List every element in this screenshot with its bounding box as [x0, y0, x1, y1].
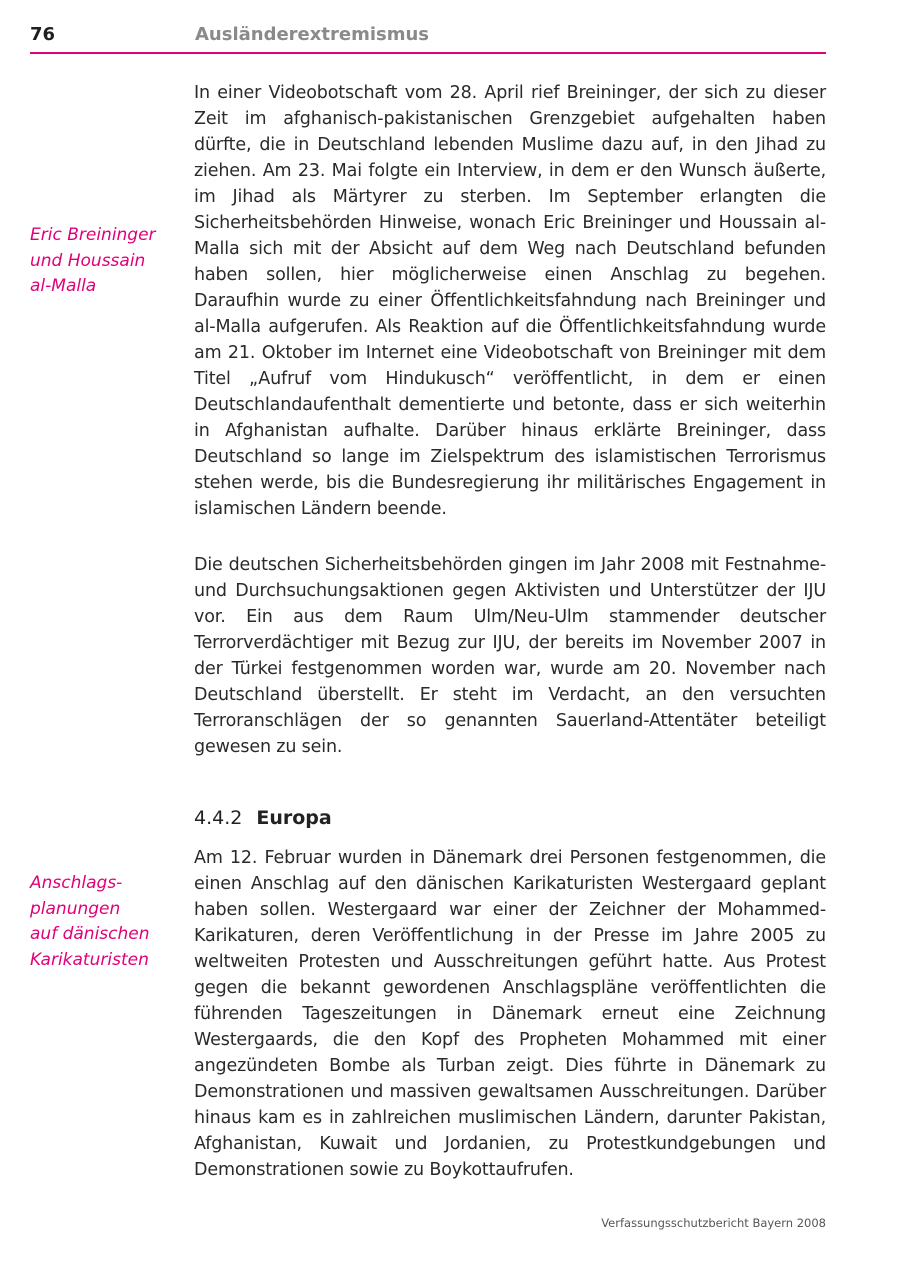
margin-note-line: Eric Breininger: [30, 225, 156, 245]
section-heading: [194, 805, 332, 831]
body-paragraph-3: Am 12. Februar wurden in Dänemark drei Personen festgenommen, die einen Anschlag auf den dänischen Karikaturisten Westergaard geplant haben sollen. Westergaard war einer der Zeichner der Mohammed-Karikaturen, deren Veröffentlichung in der Presse im Jahre 2005 zu weltweiten Protesten und Ausschreitungen geführt hatte. Aus Protest gegen die bekannt gewordenen Anschlagspläne veröffentlichten die führenden Tageszeitungen in Dänemark erneut eine Zeichnung Westergaards, die den Kopf des Propheten Mohammed mit einer angezündeten Bombe als Turban zeigt. Dies führte in Dänemark zu Demonstrationen und massiven gewaltsamen Ausschreitungen. Darüber hinaus kam es in zahlreichen muslimischen Ländern, darunter Pakistan, Afghanistan, Kuwait und Jordanien, zu Protestkundgebungen und Demonstrationen sowie zu Boykottaufrufen.: [194, 848, 826, 1180]
running-title: Ausländerextremismus: [195, 24, 429, 45]
page-header: [30, 22, 826, 54]
margin-note-breininger: [30, 223, 180, 300]
margin-note-line: Anschlags-: [30, 873, 123, 893]
page-number: 76: [30, 24, 56, 45]
margin-note-line: planungen: [30, 898, 121, 919]
margin-note-line: auf dänischen: [30, 924, 150, 944]
section-title: Europa: [256, 807, 332, 829]
margin-note-line: al-Malla: [30, 276, 97, 296]
body-paragraph-2: Die deutschen Sicherheitsbehörden gingen im Jahr 2008 mit Festnahme- und Durchsuchungsaktionen gegen Aktivisten und Unterstützer der IJU vor. Ein aus dem Raum Ulm/Neu-Ulm stammender deutscher Terrorverdächtiger mit Bezug zur IJU, der bereits im November 2007 in der Türkei festgenommen worden war, wurde am 20. November nach Deutschland überstellt. Er steht im Verdacht, an den versuchten Terroranschlägen der so genannten Sauerland-Attentäter beteiligt gewesen zu sein.: [194, 555, 826, 757]
margin-note-line: Karikaturisten: [30, 949, 149, 970]
page-footer: Verfassungsschutzbericht Bayern 2008: [601, 1216, 826, 1230]
margin-note-line: und Houssain: [30, 250, 146, 271]
margin-note-anschlagsplanungen: [30, 871, 180, 973]
section-number: 4.4.2: [194, 807, 243, 829]
body-paragraph-1: In einer Videobotschaft vom 28. April rief Breininger, der sich zu dieser Zeit im afghanisch-pakistanischen Grenzgebiet aufgehalten haben dürfte, die in Deutschland lebenden Muslime dazu auf, in den Jihad zu ziehen. Am 23. Mai folgte ein Interview, in dem er den Wunsch äußerte, im Jihad als Märtyrer zu sterben. Im September erlangten die Sicherheitsbehörden Hinweise, wonach Eric Breininger und Houssain al-Malla sich mit der Absicht auf dem Weg nach Deutschland befunden haben sollen, hier möglicherweise einen Anschlag zu begehen. Daraufhin wurde zu einer Öffentlichkeitsfahndung nach Breininger und al-Malla aufgerufen. Als Reaktion auf die Öffentlichkeitsfahndung wurde am 21. Oktober im Internet eine Videobotschaft von Breininger mit dem Titel „Aufruf vom Hindukusch“ veröffentlicht, in dem er einen Deutschlandaufenthalt dementierte und betonte, dass er sich weiterhin in Afghanistan aufhalte. Darüber hinaus erklärte Breininger, dass Deutschland so lange im Zielspektrum des islamistischen Terrorismus stehen werde, bis die Bundesregierung ihr militärisches Engagement in islamischen Ländern beende.: [194, 83, 826, 519]
